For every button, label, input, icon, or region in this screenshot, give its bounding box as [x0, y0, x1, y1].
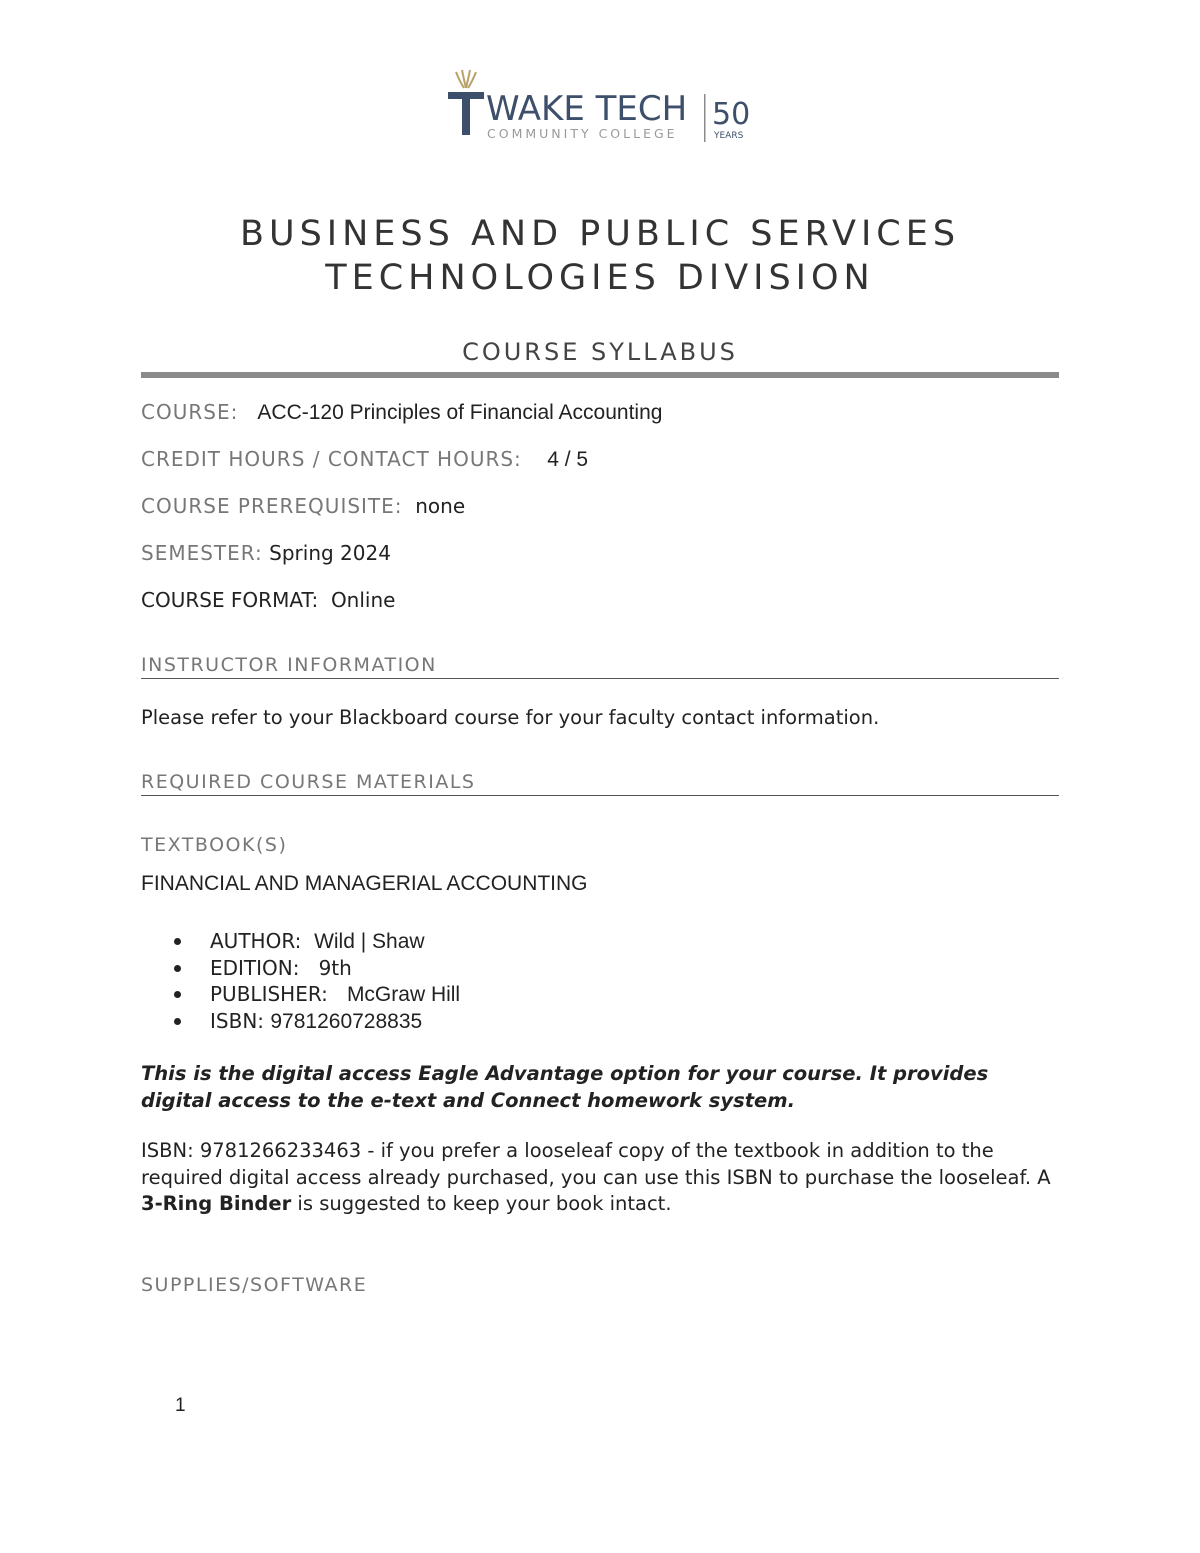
- semester-value: Spring 2024: [269, 541, 391, 565]
- hours-field: [141, 447, 588, 472]
- wake-tech-logo-graphic: [446, 68, 756, 146]
- detail-label: ISBN:: [210, 1009, 265, 1033]
- course-field: [141, 400, 662, 425]
- semester-field: [141, 541, 391, 565]
- bullet-icon: [174, 938, 181, 945]
- hours-label: CREDIT HOURS / CONTACT HOURS:: [141, 447, 522, 471]
- logo-name: WAKE TECH: [486, 89, 688, 129]
- textbooks-heading: TEXTBOOK(S): [141, 834, 288, 856]
- looseleaf-note: [141, 1138, 1071, 1218]
- format-field: [141, 588, 395, 612]
- hours-value: 4 / 5: [547, 448, 589, 471]
- detail-value: 9th: [318, 956, 352, 980]
- bullet-icon: [174, 1018, 181, 1025]
- wake-tech-logo: [446, 68, 756, 146]
- title-divider: [141, 372, 1059, 378]
- syllabus-title: COURSE SYLLABUS: [462, 338, 738, 366]
- division-title: [0, 212, 1200, 300]
- detail-label: AUTHOR:: [210, 929, 302, 953]
- eagle-advantage-note: This is the digital access Eagle Advantage option for your course. It provides digital access to the e-text and Connect homework system.: [141, 1062, 989, 1112]
- bullet-icon: [174, 965, 181, 972]
- torch-handle-shape: [462, 99, 470, 135]
- torch-cup-shape: [448, 92, 484, 99]
- detail-label: PUBLISHER:: [210, 982, 328, 1006]
- semester-label: SEMESTER:: [141, 541, 263, 565]
- list-item: [172, 981, 460, 1008]
- bullet-icon: [174, 991, 181, 998]
- format-value: Online: [330, 588, 396, 612]
- page-number: 1: [175, 1395, 186, 1416]
- format-label: COURSE FORMAT:: [141, 588, 319, 612]
- torch-flame-icon: [456, 70, 476, 88]
- course-value: ACC-120 Principles of Financial Accounting: [257, 401, 663, 424]
- logo-subtitle: COMMUNITY COLLEGE: [487, 126, 678, 141]
- materials-heading: REQUIRED COURSE MATERIALS: [141, 771, 1059, 796]
- division-title-line2: TECHNOLOGIES DIVISION: [325, 258, 875, 298]
- instructor-text: Please refer to your Blackboard course for your faculty contact information.: [141, 706, 880, 729]
- binder-emphasis: 3-Ring Binder: [141, 1192, 292, 1215]
- detail-value: McGraw Hill: [346, 983, 461, 1006]
- book-title: FINANCIAL AND MANAGERIAL ACCOUNTING: [141, 872, 588, 895]
- supplies-heading: SUPPLIES/SOFTWARE: [141, 1274, 368, 1296]
- prerequisite-field: [141, 494, 465, 518]
- list-item: [172, 955, 460, 981]
- course-label: COURSE:: [141, 400, 239, 424]
- logo-anniversary-number: 50: [712, 97, 751, 132]
- logo-anniversary-word: YEARS: [714, 131, 744, 141]
- instructor-heading: INSTRUCTOR INFORMATION: [141, 654, 1059, 679]
- prerequisite-label: COURSE PREREQUISITE:: [141, 494, 403, 518]
- detail-label: EDITION:: [210, 956, 300, 980]
- list-item: [172, 1008, 460, 1035]
- division-title-line1: BUSINESS AND PUBLIC SERVICES: [239, 214, 961, 254]
- detail-value: Wild | Shaw: [314, 930, 425, 953]
- detail-value: 9781260728835: [270, 1010, 423, 1033]
- list-item: [172, 928, 460, 955]
- logo-divider: [704, 94, 706, 142]
- prerequisite-value: none: [415, 494, 466, 518]
- textbook-details-list: [172, 928, 460, 1035]
- looseleaf-text-end: is suggested to keep your book intact.: [291, 1192, 672, 1215]
- looseleaf-text-start: ISBN: 9781266233463 - if you prefer a looseleaf copy of the textbook in addition to the required digital access already purchased, you can use this ISBN to purchase the looseleaf. A: [141, 1139, 1051, 1189]
